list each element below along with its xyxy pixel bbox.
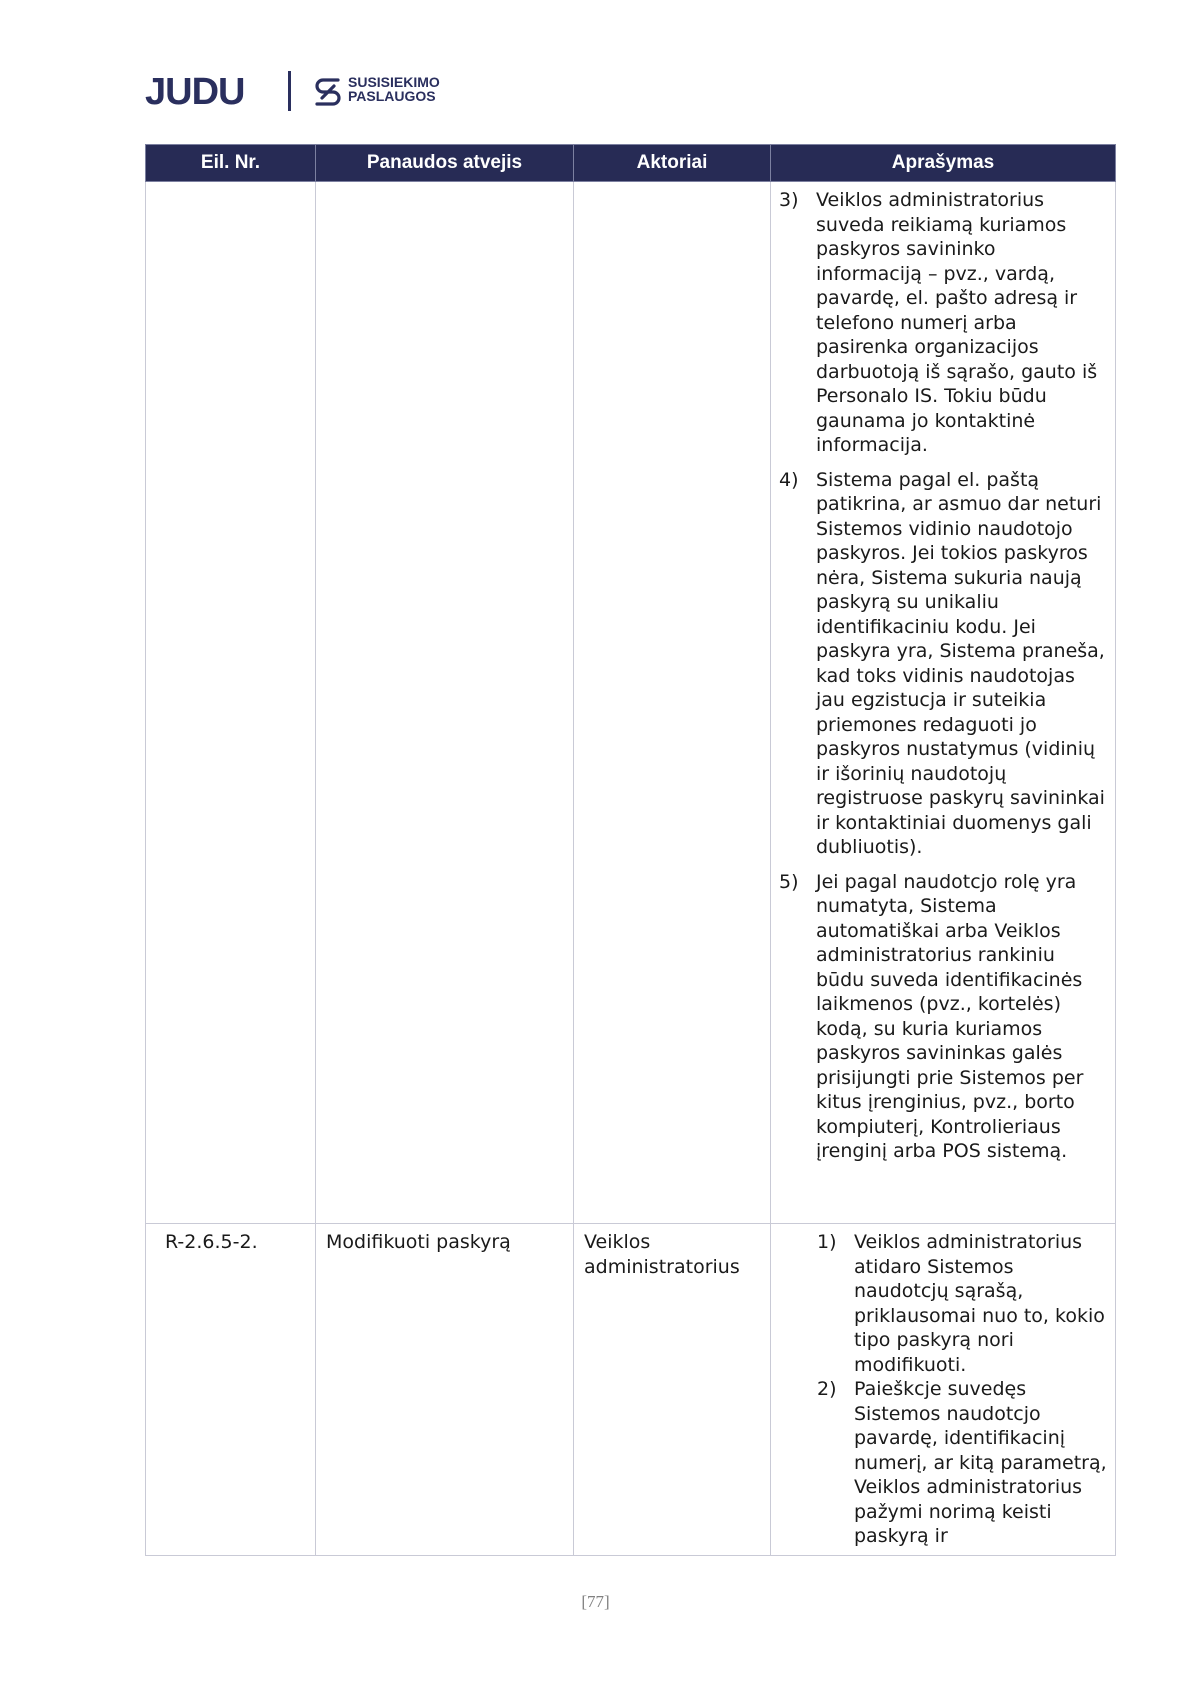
list-item: 2) Paieškcje suvedęs Sistemos naudotcjo pavardę, identifikacinį numerį, ar kitą parametrą, Veiklos administratorius pažymi norimą keisti paskyrą ir [817, 1378, 1107, 1547]
use-case-table [145, 144, 1116, 1556]
page-number: [77] [581, 1592, 610, 1611]
list-item: 1) Veiklos administratorius atidaro Sistemos naudotcjų sąrašą, priklausomai nuo to, kokio tipo paskyrą nori modifikuoti. [817, 1231, 1105, 1376]
column-header-use-case: Panaudos atvejis [316, 145, 574, 182]
table-cell-id [146, 182, 316, 1224]
table-header-row [146, 145, 1116, 182]
table-cell-use-case [316, 182, 574, 1224]
column-header-actors: Aktoriai [574, 145, 771, 182]
table-cell-actors: Veiklos administratorius [574, 1224, 771, 1556]
table-cell-id: R-2.6.5-2. [146, 1224, 316, 1556]
susisiekimo-paslaugos-logo [312, 74, 440, 111]
document-header [145, 70, 545, 114]
table-cell-description [771, 1224, 1116, 1556]
table-cell-use-case: Modifikuoti paskyrą [316, 1224, 574, 1556]
column-header-description: Aprašymas [771, 145, 1116, 182]
list-item: 4) Sistema pagal el. paštą patikrina, ar asmuo dar neturi Sistemos vidinio naudotojo paskyros. Jei tokios paskyros nėra, Sistema sukuria naują paskyrą su unikaliu identifikaciniu kodu. Jei paskyra yra, Sistema praneša, kad toks vidinis naudotojas jau egzistucja ir suteikia priemones redaguoti jo paskyros nustatymus (vidinių ir išorinių naudotojų registruose paskyrų savininkai ir kontaktiniai duomenys gali dubliuotis). [779, 468, 1105, 858]
table-cell-actors [574, 182, 771, 1224]
table-row [146, 182, 1116, 1224]
svg-text:JUDU: JUDU [145, 71, 245, 113]
description-steps [771, 182, 1115, 1170]
column-header-nr: Eil. Nr. [146, 145, 316, 182]
description-steps [771, 1224, 1115, 1555]
judu-logo [145, 70, 265, 114]
sp-logo-text: SUSISIEKIMO PASLAUGOS [348, 74, 440, 104]
sp-emblem-icon [312, 75, 344, 107]
logo-separator [288, 71, 291, 111]
list-item: 5) Jei pagal naudotcjo rolę yra numatyta, Sistema automatiškai arba Veiklos administratorius rankiniu būdu suveda identifikacinės laikmenos (pvz., kortelės) kodą, su kuria kuriamos paskyros savininkas galės prisijungti prie Sistemos per kitus įrenginius, pvz., borto kompiuterį, Kontrolieriaus įrenginį arba POS sistemą. [779, 870, 1084, 1162]
list-item: 3) Veiklos administratorius suveda reikiamą kuriamos paskyros savininko informaciją – pvz., vardą, pavardę, el. pašto adresą ir telefono numerį arba pasirenka organizacijos darbuotoją iš sąrašo, gauto iš Personalo IS. Tokiu būdu gaunama jo kontaktinė informacija. [779, 189, 1098, 456]
table-row [146, 1224, 1116, 1556]
table-cell-description [771, 182, 1116, 1224]
